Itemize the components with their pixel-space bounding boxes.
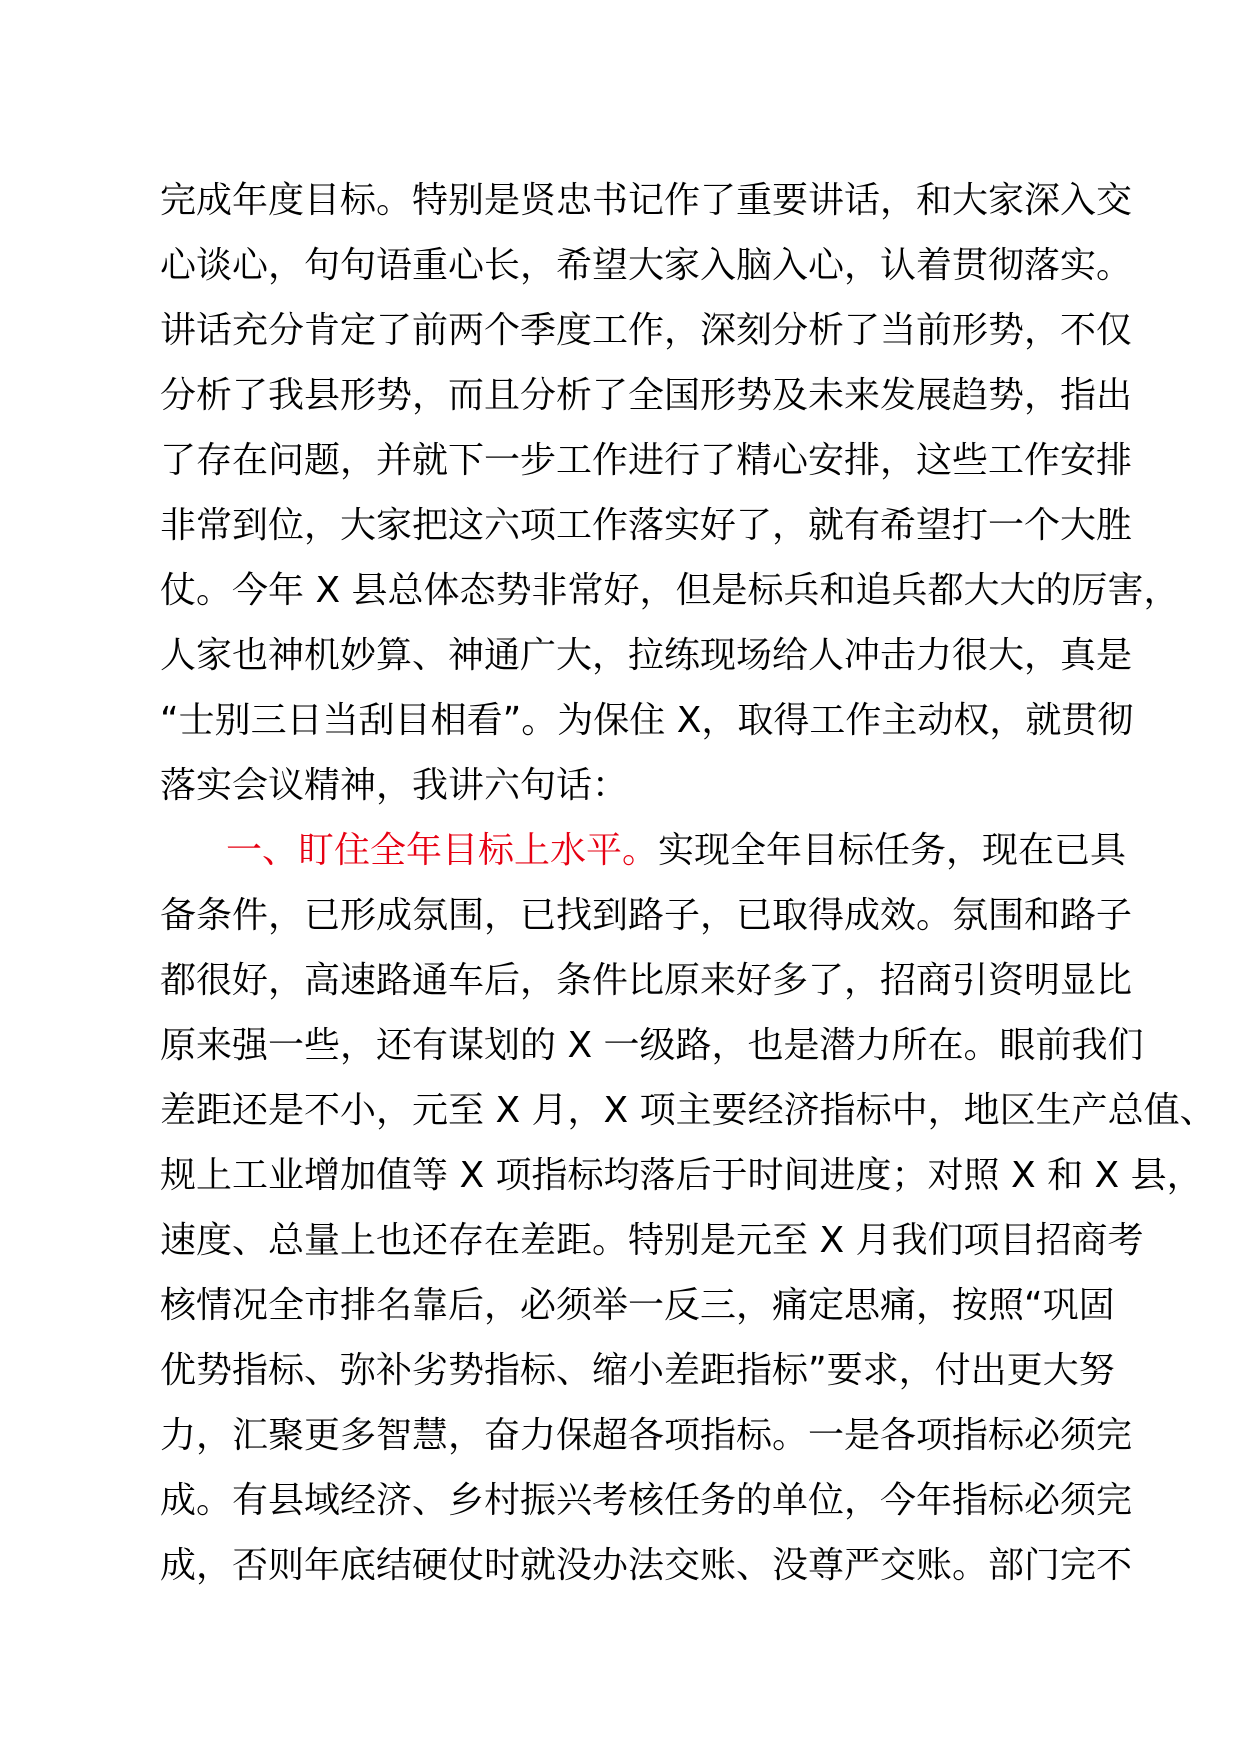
text-line: 心谈心，句句语重心长，希望大家入脑入心，认着贯彻落实。 (160, 245, 1133, 286)
text-line: 完成年度目标。特别是贤忠书记作了重要讲话，和大家深入交 (160, 180, 1133, 221)
text-line: 差距还是不小，元至 X 月，X 项主要经济指标中，地区生产总值、 (160, 1090, 1216, 1131)
text-line: 仗。今年 X 县总体态势非常好，但是标兵和追兵都大大的厉害， (160, 570, 1180, 611)
text-line: 速度、总量上也还存在差距。特别是元至 X 月我们项目招商考 (160, 1220, 1144, 1261)
text-line: 都很好，高速路通车后，条件比原来好多了，招商引资明显比 (160, 960, 1133, 1001)
text-line: 非常到位，大家把这六项工作落实好了，就有希望打一个大胜 (160, 505, 1133, 546)
text-line: 落实会议精神，我讲六句话： (160, 765, 629, 806)
text-line: 了存在问题，并就下一步工作进行了精心安排，这些工作安排 (160, 440, 1133, 481)
body-text (160, 168, 1216, 1598)
text-line: 人家也神机妙算、神通广大，拉练现场给人冲击力很大，真是 (160, 635, 1133, 676)
section-first-line-text: 实现全年目标任务，现在已具 (658, 830, 1127, 871)
text-line: 规上工业增加值等 X 项指标均落后于时间进度；对照 X 和 X 县， (160, 1155, 1203, 1196)
text-line: 分析了我县形势，而且分析了全国形势及未来发展趋势，指出 (160, 375, 1133, 416)
section-first-line (160, 818, 1127, 883)
text-line: 优势指标、弥补劣势指标、缩小差距指标”要求，付出更大努 (160, 1350, 1115, 1391)
text-line: “士别三日当刮目相看”。为保住 X，取得工作主动权，就贯彻 (160, 700, 1134, 741)
text-line: 备条件，已形成氛围，已找到路子，已取得成效。氛围和路子 (160, 895, 1133, 936)
text-line: 成。有县域经济、乡村振兴考核任务的单位，今年指标必须完 (160, 1480, 1133, 1521)
text-line: 成，否则年底结硬仗时就没办法交账、没尊严交账。部门完不 (160, 1545, 1133, 1586)
text-line: 原来强一些，还有谋划的 X 一级路，也是潜力所在。眼前我们 (160, 1025, 1144, 1066)
text-line: 力，汇聚更多智慧，奋力保超各项指标。一是各项指标必须完 (160, 1415, 1133, 1456)
section-heading: 一、盯住全年目标上水平。 (226, 830, 659, 871)
text-line: 讲话充分肯定了前两个季度工作，深刻分析了当前形势，不仅 (160, 310, 1133, 351)
text-line: 核情况全市排名靠后，必须举一反三，痛定思痛，按照“巩固 (160, 1285, 1115, 1326)
